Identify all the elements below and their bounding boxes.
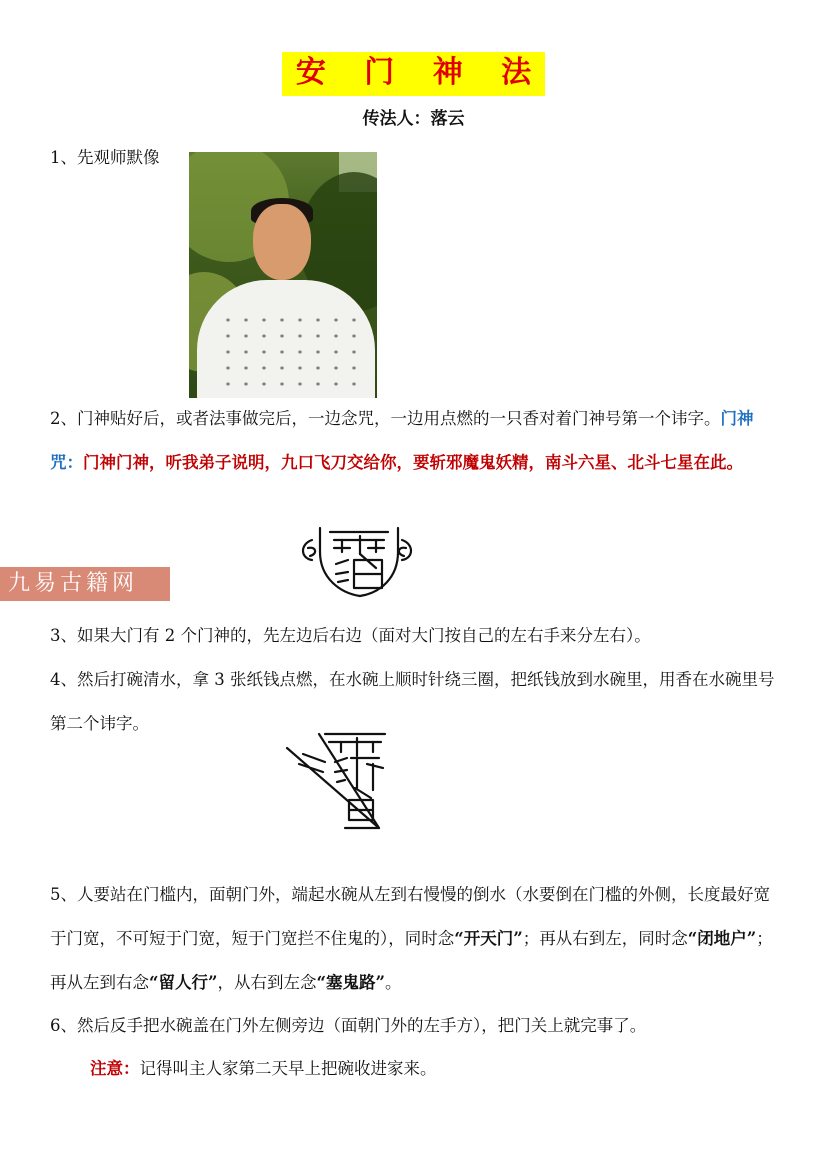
step-3: 3、如果大门有 2 个门神的，先左边后右边（面对大门按自己的左右手来分左右）。 xyxy=(50,626,651,645)
incantation-label: 门神咒： xyxy=(50,409,754,472)
step-5-text-4: ，从右到左念 xyxy=(217,973,317,992)
note-label: 注意： xyxy=(90,1059,140,1078)
document-title: 安 门 神 法 xyxy=(282,52,545,96)
talisman-glyph-2 xyxy=(285,728,395,833)
step-5-text-2: ；再从右到左，同时念 xyxy=(522,929,688,948)
author-line: 传法人：落云 xyxy=(362,109,465,129)
note-text: 记得叫主人家第二天早上把碗收进家来。 xyxy=(139,1059,437,1078)
watermark-logo: 九易古籍网 xyxy=(0,567,170,601)
chant-block-ghost-road: “塞鬼路” xyxy=(316,973,385,992)
note xyxy=(90,1047,780,1091)
step-5-text-1: 5、人要站在门槛内，面朝门外，端起水碗从左到右慢慢的倒水（水要倒在门槛的外侧，长度最好宽于门宽，不可短于门宽，短于门宽拦不住鬼的），同时念 xyxy=(50,885,770,948)
chant-let-people-pass: “留人行” xyxy=(149,973,218,992)
step-6: 6、然后反手把水碗盖在门外左侧旁边（面朝门外的左手方），把门关上就完事了。 xyxy=(50,1016,647,1035)
title-container xyxy=(0,52,827,96)
incantation-text: 门神门神，听我弟子说明，九口飞刀交给你，要斩邪魔鬼妖精，南斗六星、北斗七星在此。 xyxy=(83,453,743,472)
step-5-text-3: ；再从左到右念 xyxy=(50,929,773,992)
step-4: 4、然后打碗清水，拿 3 张纸钱点燃，在水碗上顺时针绕三圈，把纸钱放到水碗里，用香在水碗里号第二个讳字。 xyxy=(50,670,775,733)
talisman-glyph-1 xyxy=(290,518,420,598)
step-5 xyxy=(50,873,780,1005)
step-5-text-5: 。 xyxy=(384,973,402,992)
step-2 xyxy=(50,397,780,485)
master-portrait-photo xyxy=(189,152,377,398)
chant-open-heaven-gate: “开天门” xyxy=(454,929,523,948)
chant-close-earth-door: “闭地户” xyxy=(687,929,757,948)
step-1: 1、先观师默像 xyxy=(50,148,160,167)
step-2-text: 2、门神贴好后，或者法事做完后，一边念咒，一边用点燃的一只香对着门神号第一个讳字。 xyxy=(50,409,721,428)
